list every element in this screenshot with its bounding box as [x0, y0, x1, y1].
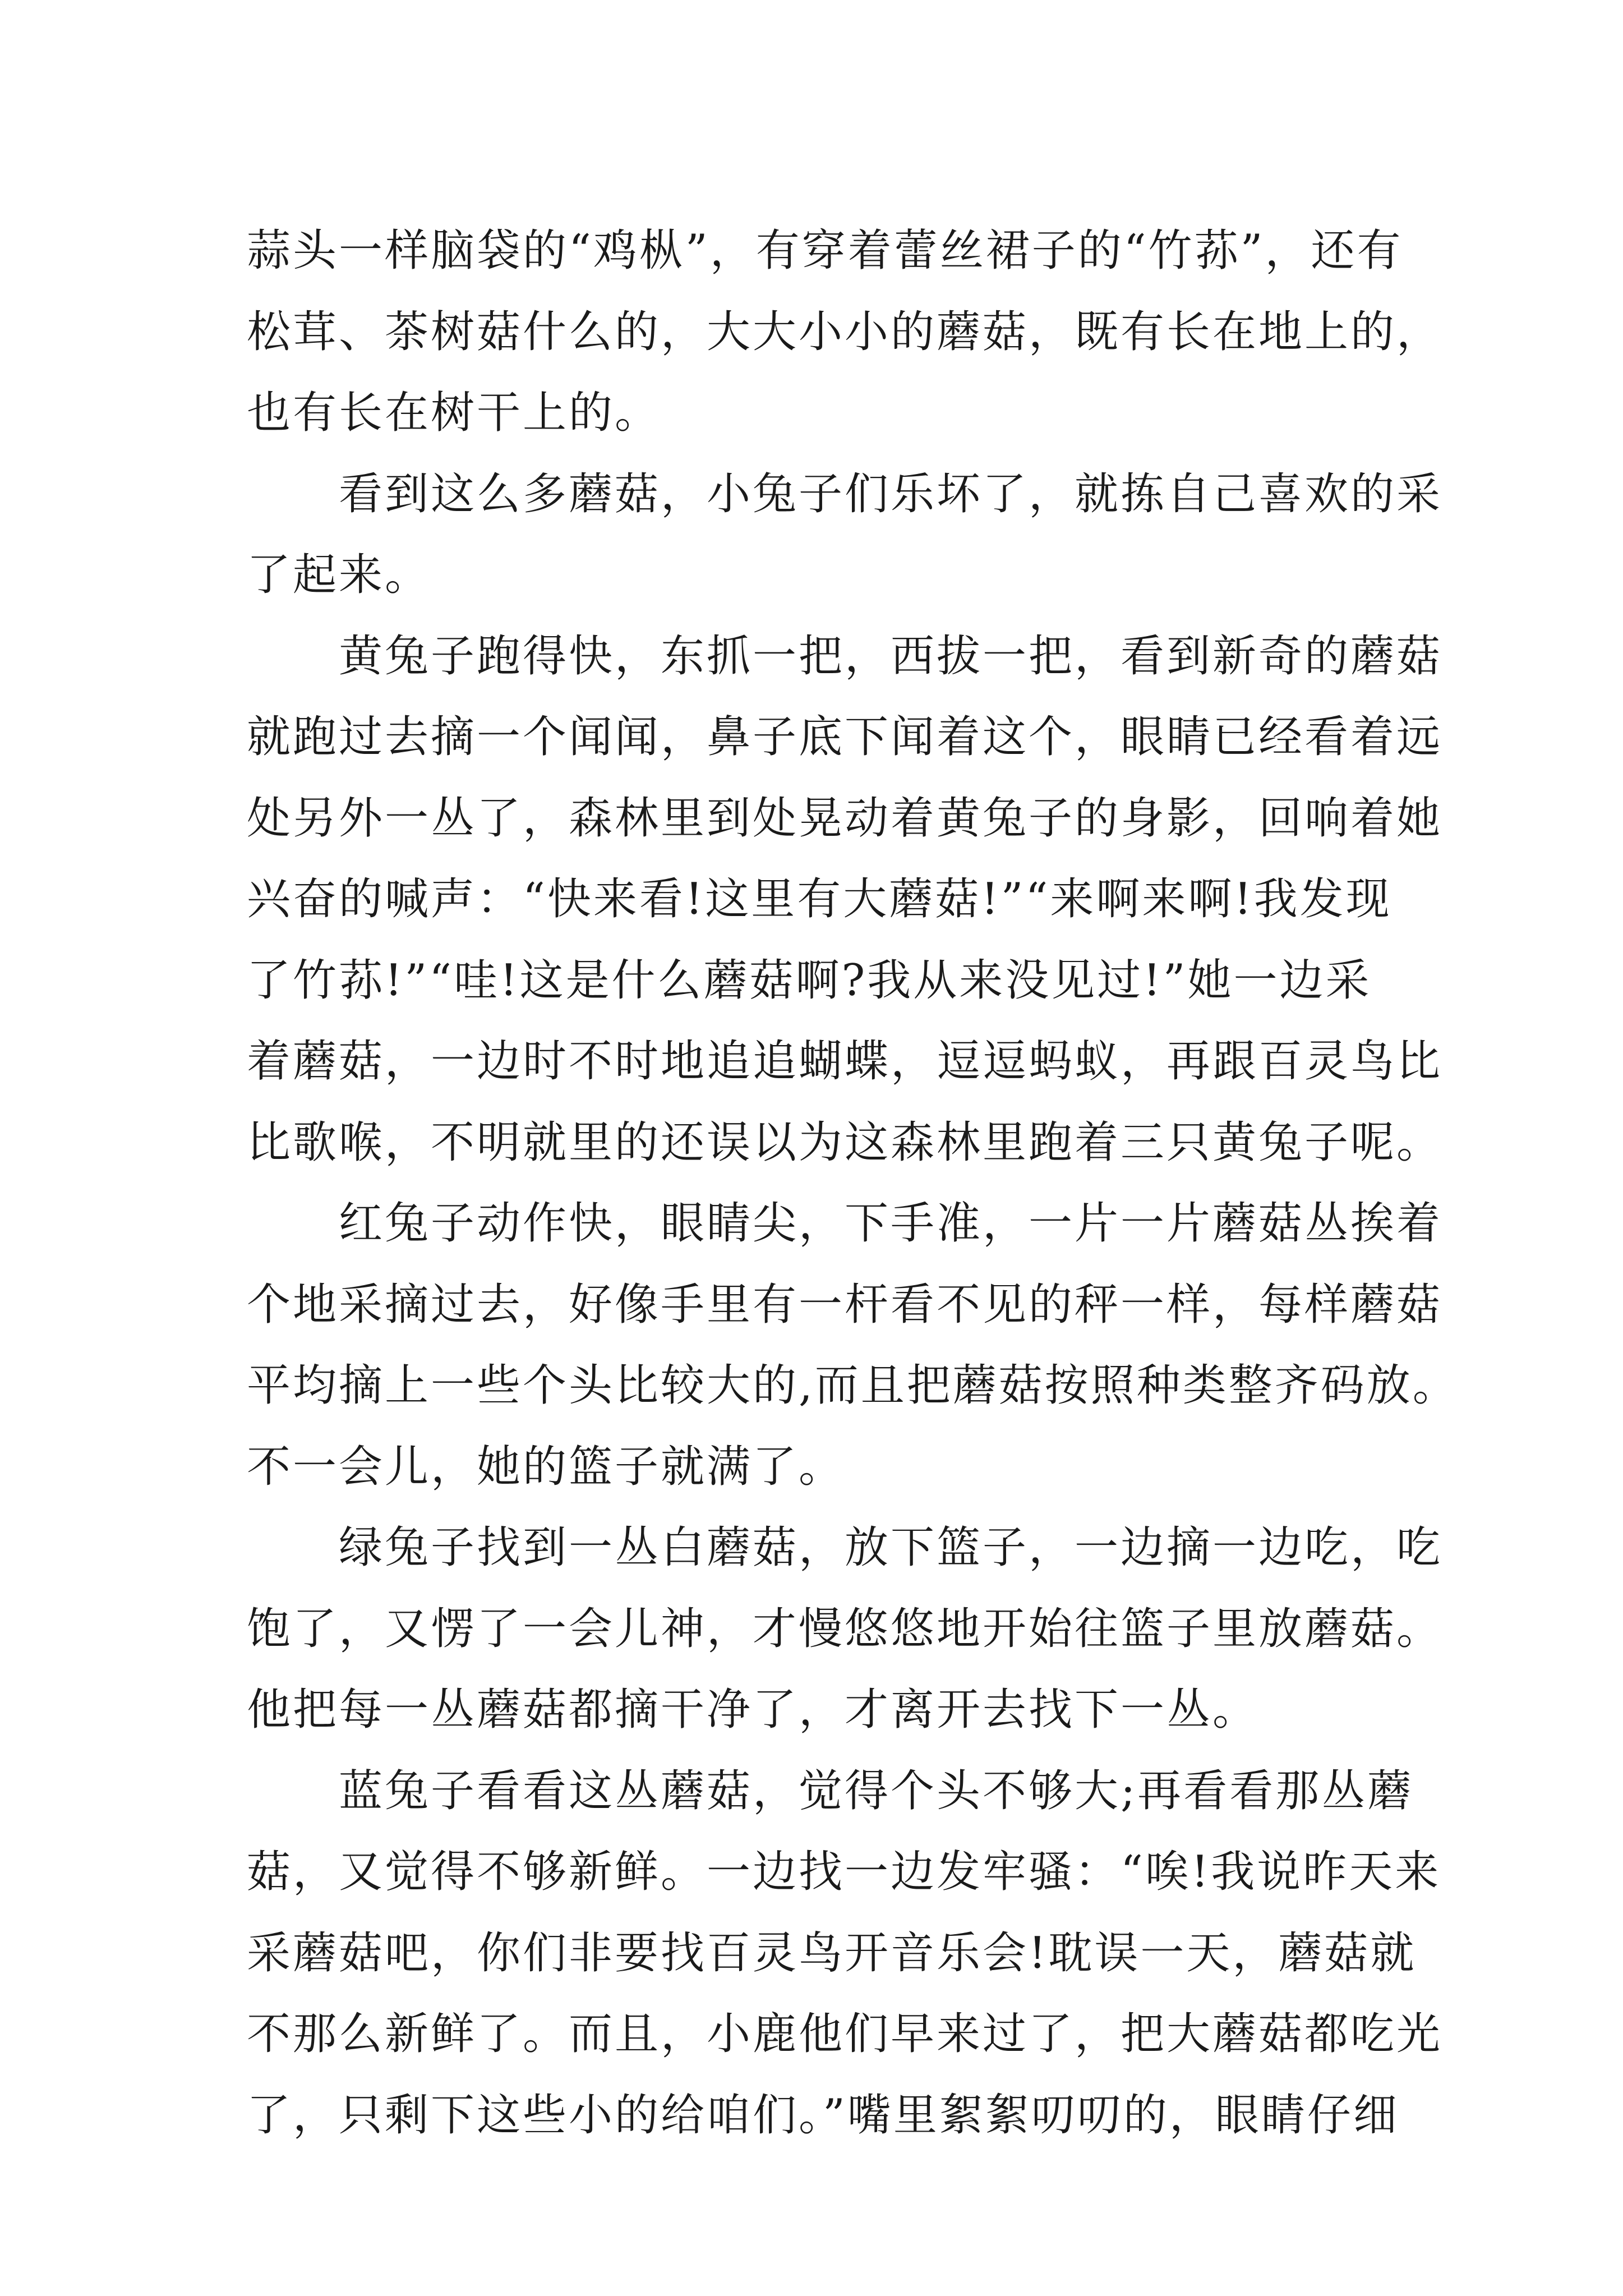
text-line: 也有长在树干上的。	[247, 388, 661, 438]
paragraph-start-line: 黄兔子跑得快，东抓一把，西拔一把，看到新奇的蘑菇	[339, 631, 1443, 682]
text-line: 了起来。	[247, 550, 431, 600]
text-line: 不一会儿，她的篮子就满了。	[247, 1441, 845, 1492]
text-line: 比歌喉，不明就里的还误以为这森林里跑着三只黄兔子呢。	[247, 1117, 1443, 1168]
text-line: 平均摘上一些个头比较大的,而且把蘑菇按照种类整齐码放。	[247, 1360, 1459, 1411]
text-line: 兴奋的喊声：“快来看!这里有大蘑菇!”“来啊来啊!我发现	[247, 874, 1392, 924]
text-line: 个地采摘过去，好像手里有一杆看不见的秤一样，每样蘑菇	[247, 1279, 1443, 1330]
text-line: 菇，又觉得不够新鲜。一边找一边发牢骚：“唉!我说昨天来	[247, 1847, 1441, 1897]
text-line: 采蘑菇吧，你们非要找百灵鸟开音乐会!耽误一天，蘑菇就	[247, 1927, 1417, 1978]
text-line: 他把每一丛蘑菇都摘干净了，才离开去找下一丛。	[247, 1685, 1259, 1735]
paragraph-start-line: 蓝兔子看看这丛蘑菇，觉得个头不够大;再看看那丛蘑	[339, 1765, 1414, 1816]
text-line: 就跑过去摘一个闻闻，鼻子底下闻着这个，眼睛已经看着远	[247, 712, 1443, 762]
text-line: 着蘑菇，一边时不时地追追蝴蝶，逗逗蚂蚁，再跟百灵鸟比	[247, 1036, 1443, 1087]
body-text	[247, 210, 1459, 2156]
text-line: 了，只剩下这些小的给咱们。”嘴里絮絮叨叨的，眼睛仔细	[247, 2090, 1399, 2141]
paragraph-start-line: 红兔子动作快，眼睛尖，下手准，一片一片蘑菇丛挨着	[339, 1198, 1443, 1249]
text-line: 处另外一丛了，森林里到处晃动着黄兔子的身影，回响着她	[247, 793, 1443, 844]
paragraph-start-line: 绿兔子找到一丛白蘑菇，放下篮子，一边摘一边吃，吃	[339, 1522, 1443, 1573]
text-line: 松茸、茶树菇什么的，大大小小的蘑菇，既有长在地上的，	[247, 306, 1443, 357]
text-line: 蒜头一样脑袋的“鸡枞”，有穿着蕾丝裙子的“竹荪”，还有	[247, 226, 1403, 276]
text-line: 了竹荪!”“哇!这是什么蘑菇啊?我从来没见过!”她一边采	[247, 955, 1372, 1006]
text-line: 不那么新鲜了。而且，小鹿他们早来过了，把大蘑菇都吃光	[247, 2009, 1443, 2059]
text-line: 饱了，又愣了一会儿神，才慢悠悠地开始往篮子里放蘑菇。	[247, 1603, 1443, 1654]
paragraph-start-line: 看到这么多蘑菇，小兔子们乐坏了，就拣自己喜欢的采	[339, 468, 1443, 519]
